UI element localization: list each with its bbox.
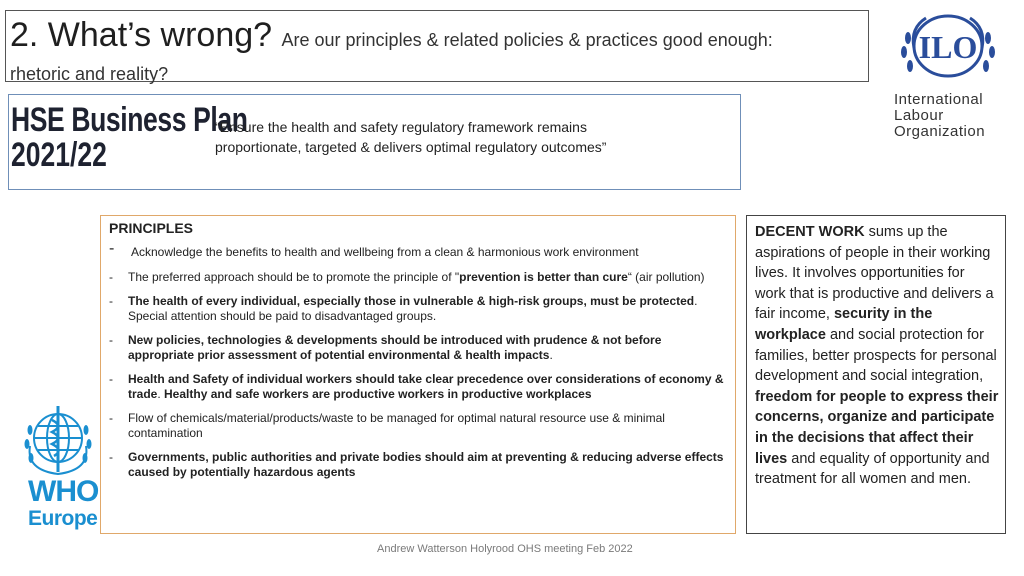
- slide-subtitle: Are our principles & related policies & practices good enough:: [281, 30, 773, 50]
- principles-box: [100, 215, 736, 534]
- hse-quote: “Ensure the health and safety regulatory framework remains proportionate, targeted & delivers optimal regulatory outcomes”: [215, 119, 607, 155]
- ilo-name-line1: International: [894, 91, 984, 108]
- principles-list: [109, 240, 727, 479]
- ilo-name: [894, 92, 985, 140]
- principle-item: - Health and Safety of individual workers should take clear precedence over considerations of economy & trade. Healthy and safe workers are productive workers in productive workplaces: [109, 372, 724, 401]
- ilo-name-line2: Labour: [894, 107, 944, 124]
- slide-title-box: [5, 10, 869, 82]
- principle-item: - Acknowledge the benefits to health and wellbeing from a clean & harmonious work environment: [109, 240, 639, 259]
- hse-quote-box: [8, 94, 741, 190]
- principle-item: - The health of every individual, especially those in vulnerable & high-risk groups, must be protected. Special attention should be paid to disadvantaged groups.: [109, 294, 698, 323]
- ilo-name-line3: Organization: [894, 123, 986, 140]
- who-logo-line2: Europe: [28, 507, 98, 530]
- who-europe-logo: [28, 477, 98, 531]
- principle-item: - The preferred approach should be to promote the principle of "prevention is better than cure“ (air pollution): [109, 269, 705, 284]
- hse-business-plan-logo: HSE Business Plan 2021/22: [11, 101, 248, 174]
- principle-item: - Governments, public authorities and private bodies should aim at preventing & reducing adverse effects caused by potentially hazardous agents: [109, 450, 724, 479]
- who-logo-line1: WHO: [28, 475, 99, 508]
- slide-footer: Andrew Watterson Holyrood OHS meeting Feb 2022: [377, 543, 633, 555]
- slide-title: 2. What’s wrong? Are our principles & related policies & practices good enough:: [10, 16, 773, 54]
- principle-item: - New policies, technologies & developments should be introduced with prudence & not before appropriate prior assessment of potential environmental & health impacts.: [109, 333, 662, 362]
- decent-work-box: DECENT WORK sums up the aspirations of people in their working lives. It involves opportunities for work that is productive and delivers a fair income, security in the workplace and social protection for families, better prospects for personal development and social integration, freedom for people to express their concerns, organize and participate in the decisions that affect their lives and equality of opportunity and treatment for all women and men.: [746, 215, 1006, 534]
- slide-subtitle-line2: rhetoric and reality?: [10, 64, 169, 84]
- principles-title: PRINCIPLES: [109, 220, 194, 236]
- ilo-logo-letters: ILO: [918, 29, 978, 65]
- principle-item: - Flow of chemicals/material/products/waste to be managed for optimal natural resource use & minimal contamination: [109, 411, 665, 440]
